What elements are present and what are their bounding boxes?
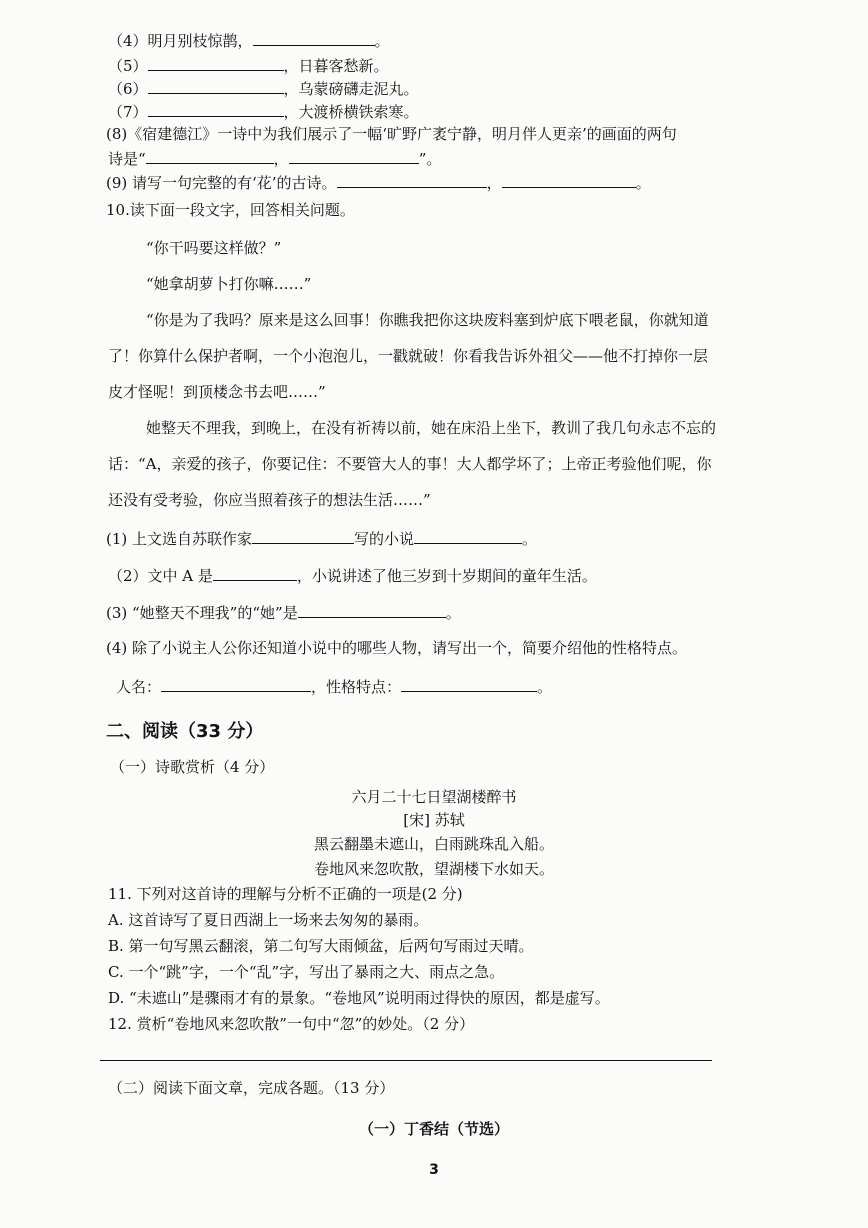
article-title: （一）丁香结（节选） bbox=[358, 1120, 509, 1138]
option-d[interactable]: D. “未遮山”是骤雨才有的景象。“卷地风”说明雨过得快的原因，都是虚写。 bbox=[108, 989, 610, 1007]
question-6: （6） ，乌蒙磅礴走泥丸。 bbox=[108, 80, 419, 98]
passage-line: “你是为了我吗？原来是这么回事！你瞧我把你这块废料塞到炉底下喂老鼠，你就知道 bbox=[146, 311, 709, 329]
subquestion-3: (3) “她整天不理我”的“她”是 。 bbox=[106, 604, 461, 622]
subquestion-2: （2）文中 A 是 ，小说讲述了他三岁到十岁期间的童年生活。 bbox=[108, 567, 597, 585]
poem-line: 卷地风来忽吹散，望湖楼下水如天。 bbox=[313, 860, 554, 878]
subquestion-1: (1) 上文选自苏联作家 写的小说 。 bbox=[106, 530, 538, 548]
answer-blank[interactable] bbox=[148, 101, 284, 117]
poem-line: 黑云翻墨未遮山，白雨跳珠乱入船。 bbox=[313, 835, 554, 853]
passage-line: 皮才怪呢！到顶楼念书去吧……” bbox=[108, 383, 326, 401]
answer-blank[interactable] bbox=[148, 78, 284, 94]
passage-line: 话：“A，亲爱的孩子，你要记住：不要管大人的事！大人都学坏了；上帝正考验他们呢，你 bbox=[108, 455, 712, 473]
question-7: （7） ，大渡桥横铁索寒。 bbox=[108, 103, 419, 121]
question-4: （4）明月别枝惊鹊， 。 bbox=[108, 32, 390, 50]
question-9: (9) 请写一句完整的有‘花’的古诗。 ， 。 bbox=[106, 174, 651, 192]
question-8-answer: 诗是“ ， ”。 bbox=[108, 150, 442, 168]
section-title: 二、阅读（33 分） bbox=[106, 721, 264, 742]
answer-blank[interactable] bbox=[337, 172, 487, 188]
poem-title: 六月二十七日望湖楼醉书 bbox=[351, 788, 517, 806]
answer-blank[interactable] bbox=[252, 528, 354, 544]
answer-line[interactable] bbox=[100, 1060, 712, 1061]
answer-blank[interactable] bbox=[289, 148, 419, 164]
subquestion-4-answer: 人名： ，性格特点： 。 bbox=[116, 678, 553, 696]
answer-blank[interactable] bbox=[298, 602, 446, 618]
passage-line: 了！你算什么保护者啊，一个小泡泡儿，一戳就破！你看我告诉外祖父——他不打掉你一层 bbox=[108, 347, 709, 365]
answer-blank[interactable] bbox=[148, 55, 284, 71]
answer-blank[interactable] bbox=[213, 565, 297, 581]
passage-line: “她拿胡萝卜打你嘛……” bbox=[146, 275, 312, 293]
answer-blank[interactable] bbox=[253, 30, 375, 46]
passage-line: 她整天不理我，到晚上，在没有祈祷以前，她在床沿上坐下，教训了我几句永志不忘的 bbox=[146, 419, 717, 437]
passage-line: 还没有受考验，你应当照着孩子的想法生活……” bbox=[108, 491, 431, 509]
answer-blank[interactable] bbox=[414, 528, 522, 544]
passage-line: “你干吗要这样做？” bbox=[146, 239, 282, 257]
part-heading: （一）诗歌赏析（4 分） bbox=[110, 758, 275, 776]
option-c[interactable]: C. 一个“跳”字，一个“乱”字，写出了暴雨之大、雨点之急。 bbox=[108, 963, 505, 981]
answer-blank[interactable] bbox=[502, 172, 636, 188]
poem-author: [宋] 苏轼 bbox=[403, 811, 465, 829]
option-a[interactable]: A. 这首诗写了夏日西湖上一场来去匆匆的暴雨。 bbox=[108, 911, 429, 929]
part-heading: （二）阅读下面文章，完成各题。（13 分） bbox=[108, 1079, 395, 1097]
question-12: 12. 赏析“卷地风来忽吹散”一句中“忽”的妙处。（2 分） bbox=[108, 1015, 475, 1033]
subquestion-4: (4) 除了小说主人公你还知道小说中的哪些人物，请写出一个，简要介绍他的性格特点。 bbox=[106, 639, 688, 657]
question-5: （5） ，日暮客愁新。 bbox=[108, 57, 389, 75]
question-10: 10.读下面一段文字，回答相关问题。 bbox=[106, 201, 355, 219]
page-number: 3 bbox=[429, 1162, 439, 1178]
question-11: 11. 下列对这首诗的理解与分析不正确的一项是(2 分) bbox=[108, 885, 463, 903]
answer-blank[interactable] bbox=[146, 148, 274, 164]
question-8-text: (8)《宿建德江》一诗中为我们展示了一幅‘旷野广袤宁静，明月伴人更亲’的画面的两句 bbox=[106, 125, 677, 143]
option-b[interactable]: B. 第一句写黑云翻滚，第二句写大雨倾盆，后两句写雨过天晴。 bbox=[108, 937, 534, 955]
answer-blank[interactable] bbox=[161, 676, 311, 692]
answer-blank[interactable] bbox=[401, 676, 537, 692]
